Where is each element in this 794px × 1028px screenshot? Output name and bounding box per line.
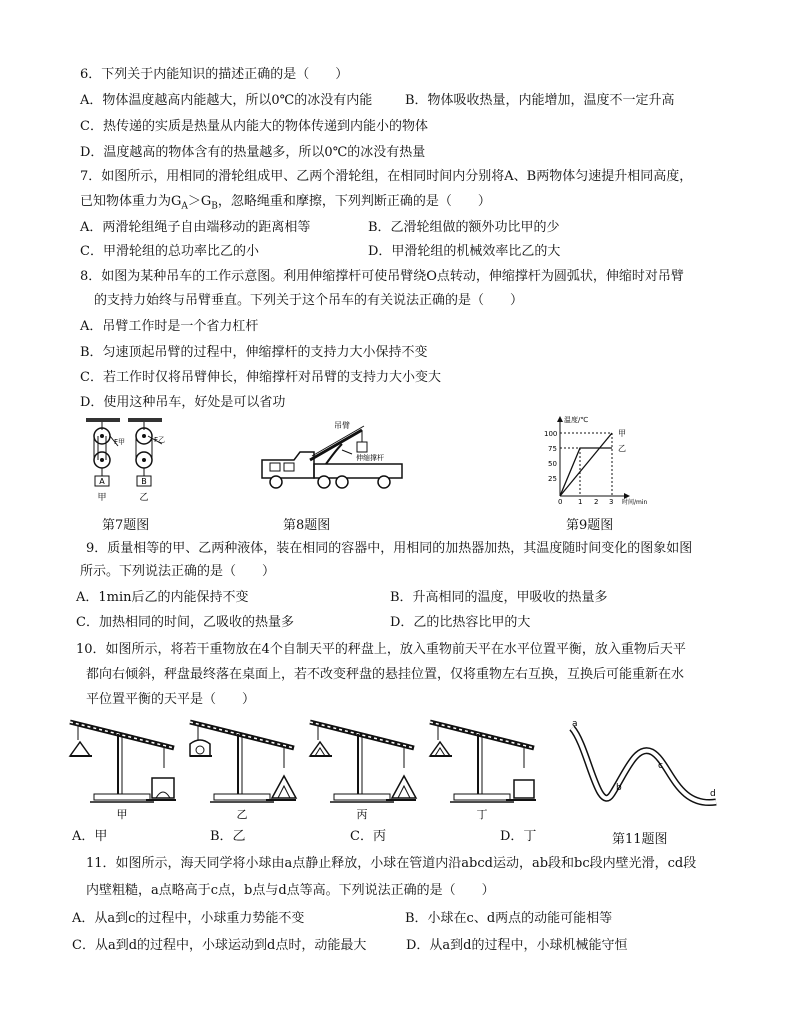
q11-option-b: B．小球在c、d两点的动能可能相等 — [405, 911, 613, 926]
q11-stem-line1: 11．如图所示，海天同学将小球由a点静止释放，小球在管道内沿abcd运动，ab段和bc段内壁光滑，cd段 — [86, 856, 697, 871]
q9-option-d: D．乙的比热容比甲的大 — [390, 615, 531, 630]
fig9-ylabel: 温度/℃ — [564, 416, 589, 424]
q10-option-c: C．丙 — [350, 829, 386, 844]
q7-stem-line1: 7．如图所示，用相同的滑轮组成甲、乙两个滑轮组，在相同时间内分别将A、B两物体匀速提升相同高度， — [80, 169, 693, 184]
figure-9-caption: 第9题图 — [566, 518, 614, 533]
q8-option-c: C．若工作时仅将吊臂伸长，伸缩撑杆对吊臂的支持力大小变大 — [80, 370, 441, 385]
q7-stem-line2: 已知物体重力为$G_A>G_B$，忽略绳重和摩擦，下列判断正确的是（ ） — [80, 194, 491, 212]
q9-stem-line1: 9．质量相等的甲、乙两种液体，装在相同的容器中，用相同的加热器加热，其温度随时间变化的图象如图 — [86, 541, 693, 556]
fig9-ytick-25: 25 — [548, 475, 557, 483]
fig10-label-2: 乙 — [236, 808, 248, 821]
fig7-force-1: F甲 — [114, 438, 126, 446]
figure-7-pulleys — [84, 416, 174, 510]
q8-stem-line1: 8．如图为某种吊车的工作示意图。利用伸缩撑杆可使吊臂绕O点转动，伸缩撑杆为圆弧状，伸缩时对吊臂 — [80, 269, 684, 284]
q9-option-c: C．加热相同的时间，乙吸收的热量多 — [76, 615, 294, 630]
q10-stem-line1: 10．如图所示，将若干重物放在4个自制天平的秤盘上，放入重物前天平在水平位置平衡，放入重物后天平 — [76, 642, 686, 657]
q10-stem-line3: 平位置平衡的天平是（ ） — [86, 692, 256, 707]
fig7-box-b: B — [141, 477, 147, 486]
fig9-xtick-2: 2 — [594, 498, 599, 506]
fig10-label-3: 丙 — [356, 808, 368, 821]
figure-11-caption: 第11题图 — [612, 832, 668, 847]
fig9-xtick-1: 1 — [578, 498, 583, 506]
q10-option-b: B．乙 — [210, 829, 246, 844]
q6-option-a: A．物体温度越高内能越大，所以0℃的冰没有内能 — [80, 93, 373, 108]
fig9-series-1: 甲 — [618, 429, 626, 438]
q8-option-d: D．使用这种吊车，好处是可以省功 — [80, 395, 286, 410]
q10-stem-line2: 都向右倾斜，秤盘最终落在桌面上，若不改变秤盘的悬挂位置，仅将重物左右互换，互换后可能重新在水 — [86, 667, 685, 682]
q8-option-b: B．匀速顶起吊臂的过程中，伸缩撑杆的支持力大小保持不变 — [80, 345, 428, 360]
fig11-point-b: b — [616, 783, 622, 793]
q8-stem-line2: 的支持力始终与吊臂垂直。下列关于这个吊车的有关说法正确的是（ ） — [94, 293, 524, 308]
figure-7-caption: 第7题图 — [102, 518, 150, 533]
fig9-series-2: 乙 — [618, 444, 626, 453]
figure-9-chart — [538, 414, 668, 506]
figure-8-caption: 第8题图 — [283, 518, 331, 533]
fig9-xlabel: 时间/min — [622, 499, 648, 506]
fig9-ytick-100: 100 — [544, 430, 558, 438]
fig10-label-4: 丁 — [476, 808, 488, 821]
q9-option-b: B．升高相同的温度，甲吸收的热量多 — [390, 590, 608, 605]
fig11-point-c: c — [658, 761, 663, 771]
fig7-label-1: 甲 — [97, 493, 107, 503]
fig7-box-a: A — [99, 477, 105, 486]
fig7-label-2: 乙 — [139, 493, 149, 503]
q8-option-a: A．吊臂工作时是一个省力杠杆 — [80, 319, 259, 334]
fig11-point-a: a — [572, 719, 578, 729]
fig7-force-2: F乙 — [154, 436, 166, 444]
fig11-point-d: d — [710, 789, 716, 799]
fig10-label-1: 甲 — [116, 808, 128, 821]
q11-stem-line2: 内壁粗糙，a点略高于c点，b点与d点等高。下列说法正确的是（ ） — [86, 883, 495, 898]
fig8-strut-label: 伸缩撑杆 — [356, 454, 384, 462]
fig9-ytick-50: 50 — [548, 460, 557, 468]
figure-10-balances — [64, 716, 724, 826]
figure-8-crane — [250, 416, 420, 502]
q11-option-c: C．从a到d的过程中，小球运动到d点时，动能最大 — [72, 938, 367, 953]
q6-option-c: C．热传递的实质是热量从内能大的物体传递到内能小的物体 — [80, 119, 428, 134]
fig9-xtick-0: 0 — [558, 498, 563, 506]
q7-option-a: A．两滑轮组绳子自由端移动的距离相等 — [80, 220, 311, 235]
q10-option-a: A．甲 — [72, 829, 108, 844]
fig9-xtick-3: 3 — [609, 498, 614, 506]
q6-option-b: B．物体吸收热量，内能增加，温度不一定升高 — [405, 93, 675, 108]
fig9-ytick-75: 75 — [548, 445, 557, 453]
q7-option-b: B．乙滑轮组做的额外功比甲的少 — [368, 220, 560, 235]
q6-stem: 6．下列关于内能知识的描述正确的是（ ） — [80, 67, 349, 82]
q7-option-c: C．甲滑轮组的总功率比乙的小 — [80, 244, 259, 259]
q9-stem-line2: 所示。下列说法正确的是（ ） — [80, 564, 276, 579]
q11-option-d: D．从a到d的过程中，小球机械能守恒 — [406, 938, 628, 953]
fig8-arm-label: 吊臂 — [334, 421, 350, 430]
q10-option-d: D．丁 — [500, 829, 537, 844]
q11-option-a: A．从a到c的过程中，小球重力势能不变 — [72, 911, 305, 926]
q9-option-a: A．1min后乙的内能保持不变 — [76, 590, 249, 605]
q7-option-d: D．甲滑轮组的机械效率比乙的大 — [368, 244, 561, 259]
q6-option-d: D．温度越高的物体含有的热量越多，所以0℃的冰没有热量 — [80, 145, 426, 160]
